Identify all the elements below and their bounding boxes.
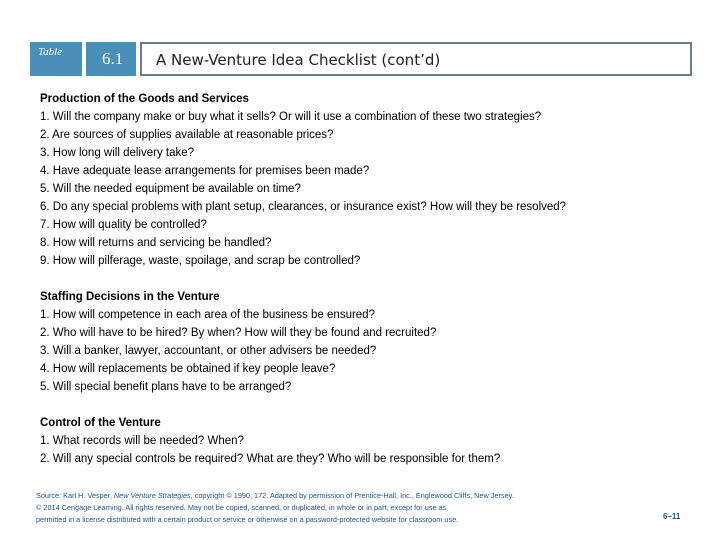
list-item: 1. What records will be needed? When? bbox=[40, 435, 244, 447]
list-item: 4. How will replacements be obtained if key people leave? bbox=[40, 363, 336, 375]
list-item: 9. How will pilferage, waste, spoilage, and scrap be controlled? bbox=[40, 255, 361, 267]
list-item: 7. How will quality be controlled? bbox=[40, 219, 207, 231]
list-item: 3. Will a banker, lawyer, accountant, or other advisers be needed? bbox=[40, 345, 377, 357]
source-book-title: New Venture Strategies bbox=[113, 491, 191, 500]
list-item: 6. Do any special problems with plant setup, clearances, or insurance exist? How will they be resolved? bbox=[40, 201, 567, 213]
source-prefix: Source: Karl H. Vesper, bbox=[36, 491, 114, 500]
table-header bbox=[30, 42, 690, 76]
list-item: 2. Who will have to be hired? By when? How will they be found and recruited? bbox=[40, 327, 437, 339]
section-heading: Staffing Decisions in the Venture bbox=[40, 291, 220, 303]
footer-notes bbox=[36, 490, 616, 526]
list-item: 8. How will returns and servicing be handled? bbox=[40, 237, 272, 249]
source-note bbox=[36, 490, 616, 502]
table-tag: Table bbox=[30, 42, 82, 76]
section-staffing bbox=[40, 288, 680, 396]
source-suffix: , copyright © 1990, 172. Adapted by permission of Prentice-Hall, Inc., Englewood Cliffs, New Jersey. bbox=[190, 491, 514, 500]
list-item: 1. Will the company make or buy what it sells? Or will it use a combination of these two strategies? bbox=[40, 111, 542, 123]
section-heading: Production of the Goods and Services bbox=[40, 93, 249, 105]
list-item: 3. How long will delivery take? bbox=[40, 147, 195, 159]
section-control bbox=[40, 414, 680, 468]
title-box bbox=[140, 42, 692, 76]
table-number: 6.1 bbox=[86, 42, 136, 76]
list-item: 2. Are sources of supplies available at reasonable prices? bbox=[40, 129, 334, 141]
list-item: 2. Will any special controls be required? What are they? Who will be responsible for them? bbox=[40, 453, 501, 465]
list-item: 1. How will competence in each area of the business be ensured? bbox=[40, 309, 375, 321]
checklist-content bbox=[40, 90, 680, 486]
page-number: 6–11 bbox=[663, 512, 681, 521]
copyright-line: © 2014 Cengage Learning. All rights reserved. May not be copied, scanned, or duplicated, in whole or in part, except for use as bbox=[36, 503, 447, 512]
list-item: 4. Have adequate lease arrangements for premises been made? bbox=[40, 165, 370, 177]
section-production bbox=[40, 90, 680, 270]
list-item: 5. Will the needed equipment be available on time? bbox=[40, 183, 301, 195]
list-item: 5. Will special benefit plans have to be arranged? bbox=[40, 381, 292, 393]
section-heading: Control of the Venture bbox=[40, 417, 161, 429]
copyright-line: permitted in a license distributed with a certain product or service or otherwise on a password-protected website for classroom use. bbox=[36, 515, 459, 524]
page-title: A New-Venture Idea Checklist (cont’d) bbox=[156, 51, 441, 69]
